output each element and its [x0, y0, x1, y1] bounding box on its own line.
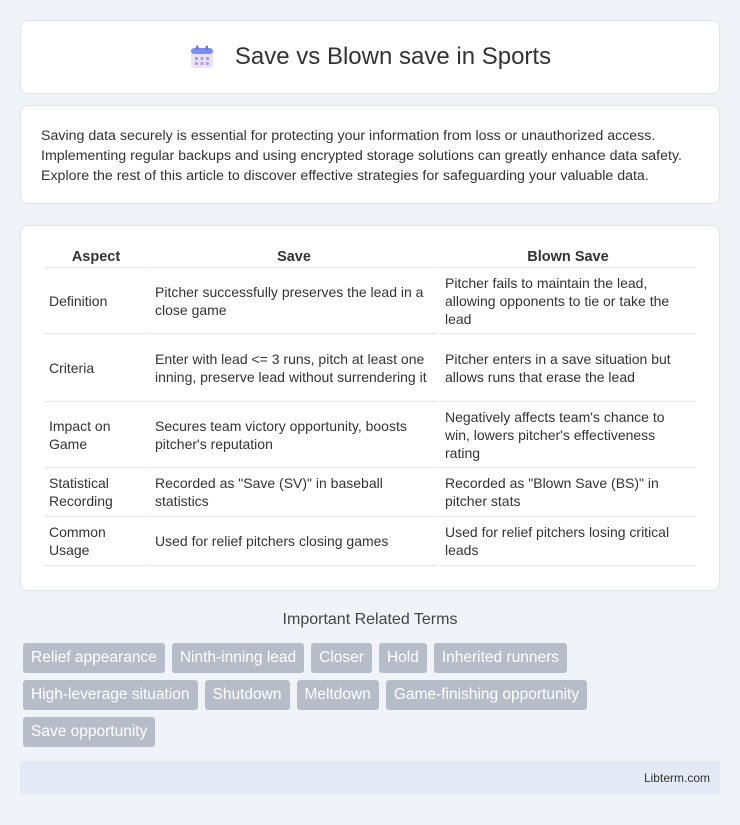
- footer: [20, 761, 720, 794]
- related-terms-list: [23, 643, 713, 747]
- table-cell: Criteria: [44, 334, 148, 402]
- tag-ninth-inning-lead[interactable]: Ninth-inning lead: [172, 643, 304, 673]
- tag-shutdown[interactable]: Shutdown: [205, 680, 290, 710]
- table-row: [44, 468, 696, 517]
- intro-text: Saving data securely is essential for protecting your information from loss or unauthorized access. Implementing regular backups and using encrypted storage solutions can greatly enhance data safety. Explore the rest of this article to discover effective strategies for safeguarding your valuable data.: [41, 128, 682, 184]
- table-cell: Impact on Game: [44, 402, 148, 468]
- table-row: [44, 402, 696, 468]
- footer-site-link[interactable]: Libterm.com: [643, 770, 710, 785]
- table-cell: Recorded as "Blown Save (BS)" in pitcher stats: [440, 468, 696, 517]
- comparison-table: [42, 246, 698, 566]
- calendar-icon: [189, 44, 215, 70]
- table-header-row: [44, 246, 696, 268]
- table-row: [44, 268, 696, 334]
- tag-save-opportunity[interactable]: Save opportunity: [23, 717, 155, 747]
- table-cell: Used for relief pitchers closing games: [150, 517, 438, 566]
- intro-card: [20, 105, 720, 204]
- table-cell: Recorded as "Save (SV)" in baseball statistics: [150, 468, 438, 517]
- tag-meltdown[interactable]: Meltdown: [297, 680, 379, 710]
- related-terms-title: Important Related Terms: [282, 611, 458, 628]
- header-blown-save: Blown Save: [440, 246, 696, 268]
- table-row: [44, 334, 696, 402]
- tag-game-finishing-opportunity[interactable]: Game-finishing opportunity: [386, 680, 587, 710]
- table-cell: Statistical Recording: [44, 468, 148, 517]
- table-row: [44, 517, 696, 566]
- tag-closer[interactable]: Closer: [311, 643, 372, 673]
- table-cell: Common Usage: [44, 517, 148, 566]
- tag-inherited-runners[interactable]: Inherited runners: [434, 643, 567, 673]
- header-save: Save: [150, 246, 438, 268]
- table-cell: Pitcher successfully preserves the lead in a close game: [150, 268, 438, 334]
- table-cell: Definition: [44, 268, 148, 334]
- tag-hold[interactable]: Hold: [379, 643, 427, 673]
- page-title: Save vs Blown save in Sports: [234, 43, 552, 70]
- table-cell: Secures team victory opportunity, boosts pitcher's reputation: [150, 402, 438, 468]
- table-cell: Negatively affects team's chance to win, lowers pitcher's effectiveness rating: [440, 402, 696, 468]
- tag-relief-appearance[interactable]: Relief appearance: [23, 643, 165, 673]
- header-card: [20, 20, 720, 94]
- table-cell: Used for relief pitchers losing critical leads: [440, 517, 696, 566]
- table-cell: Pitcher fails to maintain the lead, allowing opponents to tie or take the lead: [440, 268, 696, 334]
- tag-high-leverage-situation[interactable]: High-leverage situation: [23, 680, 198, 710]
- table-cell: Pitcher enters in a save situation but allows runs that erase the lead: [440, 334, 696, 402]
- comparison-table-card: [20, 225, 720, 591]
- header-aspect: Aspect: [44, 246, 148, 268]
- table-cell: Enter with lead <= 3 runs, pitch at least one inning, preserve lead without surrendering it: [150, 334, 438, 402]
